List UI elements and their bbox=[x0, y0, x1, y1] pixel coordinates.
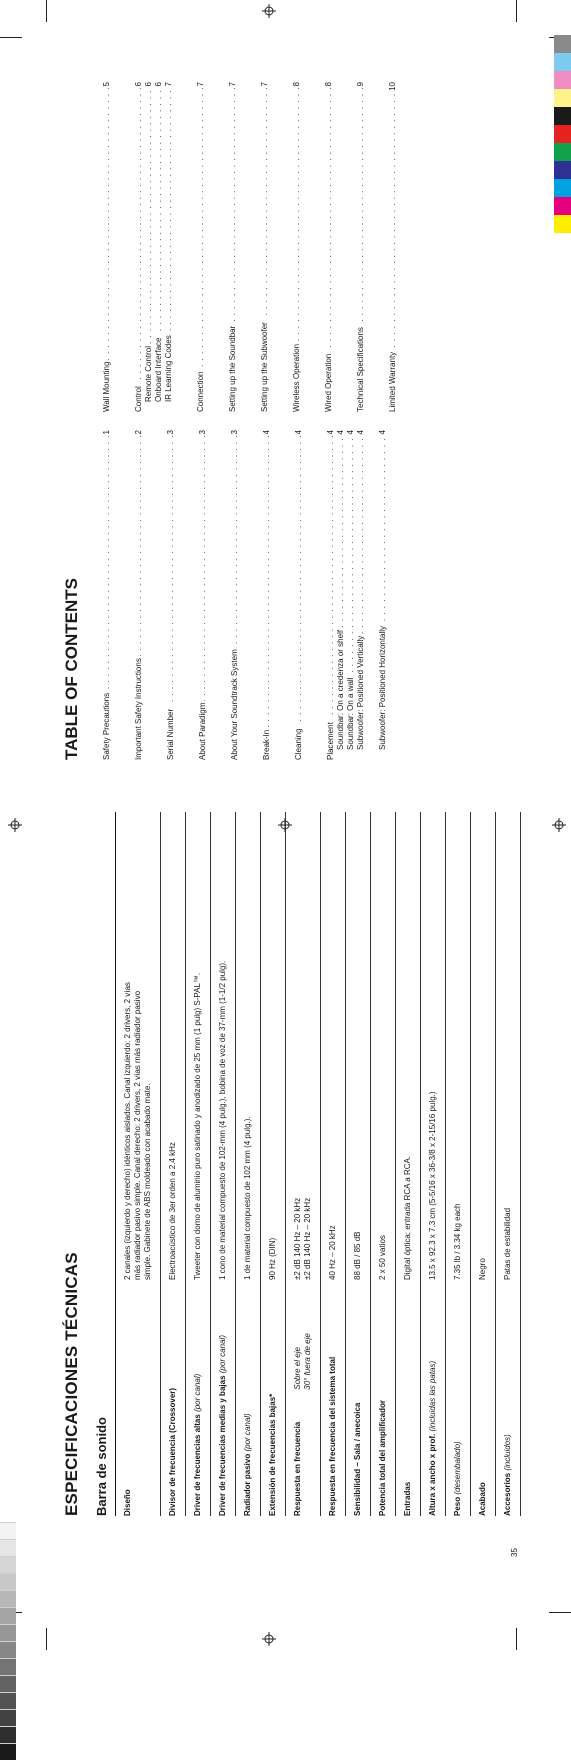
toc-entry-page: 6 bbox=[144, 82, 153, 87]
spec-label-note: (por canal) bbox=[218, 1335, 227, 1376]
toc-entry bbox=[292, 82, 302, 412]
toc-entry-page: 1 bbox=[102, 430, 111, 435]
toc-entry-title: Subwoofer: Positioned Vertically bbox=[356, 635, 365, 750]
spec-label-note: (incluidas las patas) bbox=[428, 1360, 437, 1434]
specs-title: ESPECIFICACIONES TÉCNICAS bbox=[62, 1252, 81, 1516]
spec-value bbox=[396, 812, 421, 1280]
spec-label bbox=[161, 1280, 186, 1516]
toc-entry-page: 8 bbox=[324, 82, 333, 87]
spec-row bbox=[496, 812, 521, 1516]
toc-column-left bbox=[102, 430, 398, 760]
toc-entry-title: IR Learning Codes bbox=[164, 335, 173, 402]
spec-row bbox=[261, 812, 286, 1516]
specs-table bbox=[115, 812, 521, 1516]
spec-value bbox=[236, 812, 261, 1280]
spec-value-line: 7.35 lb / 3.34 kg each bbox=[453, 1203, 462, 1280]
spec-value-line: Electroacústico de 3er orden a 2.4 kHz bbox=[168, 1142, 177, 1280]
spec-row bbox=[236, 812, 261, 1516]
toc-entry-page: 3 bbox=[198, 430, 207, 435]
toc-entry bbox=[378, 430, 388, 750]
toc-entry-page: 6 bbox=[154, 82, 163, 87]
toc-entry-title: Remote Control bbox=[144, 345, 153, 402]
toc-spacer bbox=[206, 82, 228, 412]
gray-swatch bbox=[0, 1743, 16, 1760]
toc-entry-page: 7 bbox=[164, 82, 173, 87]
spec-label-bold: Driver de frecuencias medias y bajas bbox=[218, 1375, 227, 1516]
spec-label-bold: Peso bbox=[453, 1496, 462, 1516]
spec-label-note: (desembalado) bbox=[453, 1441, 462, 1497]
spec-label-bold: Respuesta en frecuencia bbox=[293, 1421, 302, 1516]
toc-spacer bbox=[112, 82, 134, 412]
toc-entry bbox=[324, 82, 334, 412]
toc-entry bbox=[356, 82, 366, 412]
toc-section bbox=[62, 60, 398, 760]
spec-row bbox=[161, 812, 186, 1516]
spec-value-line: 1 de material compuesto de 102 mm (4 pulg.). bbox=[243, 1116, 252, 1280]
toc-entry bbox=[294, 430, 304, 760]
toc-entry-page: 4 bbox=[346, 430, 355, 435]
gray-swatch bbox=[0, 1709, 16, 1726]
gray-swatch bbox=[0, 1658, 16, 1675]
spec-value bbox=[371, 812, 396, 1280]
toc-entry-page: 4 bbox=[262, 430, 271, 435]
toc-entry bbox=[134, 430, 144, 760]
toc-entry bbox=[102, 430, 112, 760]
spec-value-line: 88 dB / 85 dB bbox=[353, 1231, 362, 1280]
spec-value-line: 40 Hz – 20 kHz bbox=[328, 1225, 337, 1280]
toc-spacer bbox=[304, 430, 326, 760]
spec-value bbox=[116, 812, 161, 1280]
toc-entry bbox=[144, 82, 154, 402]
toc-entry-page: 7 bbox=[228, 82, 237, 87]
spec-label-bold: Accesorios bbox=[503, 1472, 512, 1516]
spec-value bbox=[261, 812, 286, 1280]
toc-entry-title: About Paradigm bbox=[198, 702, 207, 760]
spec-label-bold: Divisor de frecuencia (Crossover) bbox=[168, 1387, 177, 1516]
spec-value-line: Negro bbox=[478, 1258, 487, 1280]
spec-value-line: Tweeter con domo de aluminio puro satinado y anodizado de 25 mm (1 pulg) S-PAL™. bbox=[193, 972, 202, 1280]
spec-label bbox=[471, 1280, 496, 1516]
spec-label-sub bbox=[293, 1333, 313, 1390]
toc-entry-page: 9 bbox=[356, 82, 365, 87]
toc-entry-title: Soundbar: On a credenza or shelf bbox=[336, 629, 345, 750]
spec-label-note: (incluidos) bbox=[503, 1434, 512, 1473]
toc-entry bbox=[262, 430, 272, 760]
spec-label-sub-line: Sobre el eje bbox=[293, 1347, 302, 1390]
toc-spacer bbox=[238, 82, 260, 412]
toc-entry-title: Important Safety Instructions bbox=[134, 658, 143, 760]
toc-spacer bbox=[366, 82, 388, 412]
toc-entry bbox=[326, 430, 336, 760]
spec-value bbox=[471, 812, 496, 1280]
spec-row bbox=[321, 812, 346, 1516]
toc-entry-title: Limited Warranty bbox=[388, 351, 397, 412]
toc-spacer bbox=[270, 82, 292, 412]
spec-label-bold: Diseño bbox=[123, 1489, 132, 1516]
toc-spacer bbox=[174, 82, 196, 412]
spec-value-line: 1 cono de material compuesto de 102-mm (4 pulg.), bobina de voz de 37-mm (1-1/2 pulg). bbox=[218, 960, 227, 1280]
spec-label-bold: Acabado bbox=[478, 1482, 487, 1516]
toc-spacer bbox=[366, 430, 378, 760]
spec-row bbox=[471, 812, 496, 1516]
gray-swatch bbox=[0, 1675, 16, 1692]
toc-entry bbox=[166, 430, 176, 760]
toc-entry bbox=[198, 430, 208, 760]
spec-label bbox=[261, 1280, 286, 1516]
spec-label bbox=[346, 1280, 371, 1516]
specs-subtitle: Barra de sonido bbox=[94, 1417, 109, 1516]
toc-spacer bbox=[272, 430, 294, 760]
spec-label bbox=[286, 1280, 321, 1516]
spec-value bbox=[496, 812, 521, 1280]
spec-row bbox=[446, 812, 471, 1516]
spec-value-line: 90 Hz (DIN) bbox=[268, 1237, 277, 1280]
toc-entry bbox=[260, 82, 270, 412]
spec-label-sub-line: 30° fuera de eje bbox=[303, 1333, 312, 1390]
spec-label-bold: Potencia total del amplificador bbox=[378, 1399, 387, 1516]
toc-entry-title: Wired Operation bbox=[324, 353, 333, 412]
toc-entry-page: 4 bbox=[326, 430, 335, 435]
toc-entry-title: Safety Precautions bbox=[102, 692, 111, 760]
spec-row bbox=[421, 812, 446, 1516]
toc-entry-page: 4 bbox=[294, 430, 303, 435]
toc-entry-title: Wall Mounting bbox=[102, 361, 111, 412]
toc-entry-title: Cleaning bbox=[294, 728, 303, 760]
toc-spacer bbox=[240, 430, 262, 760]
toc-spacer bbox=[144, 430, 166, 760]
gray-swatch bbox=[0, 1726, 16, 1743]
spec-label-note: (por canal) bbox=[243, 1413, 252, 1454]
spec-value-line: 2 canales (izquierdo y derecho) idénticos aislados. Canal izquierdo: 2 drivers, 2 vías bbox=[123, 982, 132, 1280]
toc-entry-title: Placement bbox=[326, 722, 335, 760]
toc-entry bbox=[388, 82, 398, 412]
spec-label bbox=[396, 1280, 421, 1516]
toc-entry-page: 4 bbox=[378, 430, 387, 435]
spec-value-line: simple. Gabinete de ABS moldeado con acabado mate. bbox=[143, 1083, 152, 1280]
spec-value-line: 13.5 x 92.3 x 7.3 cm (5-5/16 x 36-3/8 x 2-15/16 pulg.) bbox=[428, 1091, 437, 1280]
toc-entry bbox=[102, 82, 112, 412]
spec-row bbox=[186, 812, 211, 1516]
toc-spacer bbox=[334, 82, 356, 412]
spec-value bbox=[321, 812, 346, 1280]
toc-entry-title: Wireless Operation bbox=[292, 343, 301, 412]
toc-entry-title: Subwoofer: Positioned Horizontally bbox=[378, 625, 387, 750]
toc-entry-page: 2 bbox=[134, 430, 143, 435]
toc-entry-title: About Your Soundtrack System bbox=[230, 649, 239, 760]
spec-row bbox=[396, 812, 421, 1516]
page-number: 35 bbox=[510, 1548, 519, 1557]
spec-row bbox=[116, 812, 161, 1516]
toc-column-right bbox=[102, 82, 398, 412]
spec-label-bold: Extensión de frecuencias bajas* bbox=[268, 1393, 277, 1516]
spec-value-line: más radiador pasivo simple. Canal derecho: 2 drivers, 2 vías más radiador pasivo bbox=[133, 990, 142, 1280]
toc-entry-page: 7 bbox=[196, 82, 205, 87]
spec-value bbox=[161, 812, 186, 1280]
spec-label bbox=[421, 1280, 446, 1516]
toc-spacer bbox=[302, 82, 324, 412]
toc-entry-page: 4 bbox=[356, 430, 365, 435]
toc-entry-page: 7 bbox=[260, 82, 269, 87]
toc-entry-title: Onboard Interface bbox=[154, 337, 163, 402]
toc-entry bbox=[228, 82, 238, 412]
gray-swatch bbox=[0, 1692, 16, 1709]
spec-value bbox=[346, 812, 371, 1280]
toc-entry-page: 8 bbox=[292, 82, 301, 87]
spec-value bbox=[186, 812, 211, 1280]
spec-value-line: 2 x 50 vatios bbox=[378, 1235, 387, 1280]
spec-label bbox=[211, 1280, 236, 1516]
spec-row bbox=[286, 812, 321, 1516]
toc-entry-page: 3 bbox=[166, 430, 175, 435]
toc-entry-title: Technical Specifications bbox=[356, 327, 365, 412]
specs-section bbox=[62, 812, 521, 1516]
spec-label bbox=[321, 1280, 346, 1516]
spec-label-bold: Altura x ancho x prof. bbox=[428, 1433, 437, 1516]
spec-value bbox=[446, 812, 471, 1280]
toc-entry bbox=[154, 82, 164, 402]
spec-label bbox=[446, 1280, 471, 1516]
spec-label-bold: Radiador pasivo bbox=[243, 1453, 252, 1516]
spec-label-bold: Respuesta en frecuencia del sistema total bbox=[328, 1356, 337, 1516]
spec-value bbox=[286, 812, 321, 1280]
toc-entry-title: Setting up the Subwoofer bbox=[260, 322, 269, 412]
toc-entry bbox=[164, 82, 174, 402]
spec-value-line: Digital óptica; entrada RCA a RCA. bbox=[403, 1155, 412, 1280]
toc-entry-title: Control bbox=[134, 386, 143, 412]
toc-entry bbox=[356, 430, 366, 750]
toc-entry-page: 10 bbox=[388, 82, 397, 91]
toc-entry bbox=[230, 430, 240, 760]
spec-value-line: ±2 dB 140 Hz – 20 kHz bbox=[293, 1197, 302, 1280]
spec-label bbox=[496, 1280, 521, 1516]
toc-title: TABLE OF CONTENTS bbox=[62, 578, 81, 760]
toc-entry bbox=[196, 82, 206, 412]
spec-label bbox=[371, 1280, 396, 1516]
toc-entry-title: Soundbar: On a wall bbox=[346, 677, 355, 750]
spec-value bbox=[421, 812, 446, 1280]
toc-entry bbox=[336, 430, 346, 750]
spec-label-note: (por canal) bbox=[193, 1373, 202, 1415]
spec-value-line: ±2 dB 140 Hz – 20 kHz bbox=[303, 1197, 312, 1280]
toc-entry bbox=[346, 430, 356, 750]
toc-entry bbox=[134, 82, 144, 412]
spec-label-bold: Sensibilidad – Sala / anecoica bbox=[353, 1402, 362, 1516]
spec-row bbox=[346, 812, 371, 1516]
toc-entry-page: 4 bbox=[336, 430, 345, 435]
spec-value bbox=[211, 812, 236, 1280]
spec-label-bold: Driver de frecuencias altas bbox=[193, 1414, 202, 1516]
toc-entry-title: Setting up the Soundbar bbox=[228, 325, 237, 412]
spec-row bbox=[371, 812, 396, 1516]
toc-entry-page: 5 bbox=[102, 82, 111, 87]
spec-value-line: Patas de estabilidad bbox=[503, 1207, 512, 1280]
toc-entry-title: Serial Number bbox=[166, 708, 175, 760]
spec-label bbox=[186, 1280, 211, 1516]
spec-label bbox=[116, 1280, 161, 1516]
toc-entry-title: Break-In bbox=[262, 729, 271, 760]
toc-spacer bbox=[176, 430, 198, 760]
toc-entry-title: Connection bbox=[196, 371, 205, 412]
spec-label bbox=[236, 1280, 261, 1516]
toc-spacer bbox=[112, 430, 134, 760]
toc-entry-page: 3 bbox=[230, 430, 239, 435]
toc-entry-page: 6 bbox=[134, 82, 143, 87]
spec-row bbox=[211, 812, 236, 1516]
toc-spacer bbox=[208, 430, 230, 760]
spec-label-bold: Entradas bbox=[403, 1481, 412, 1516]
